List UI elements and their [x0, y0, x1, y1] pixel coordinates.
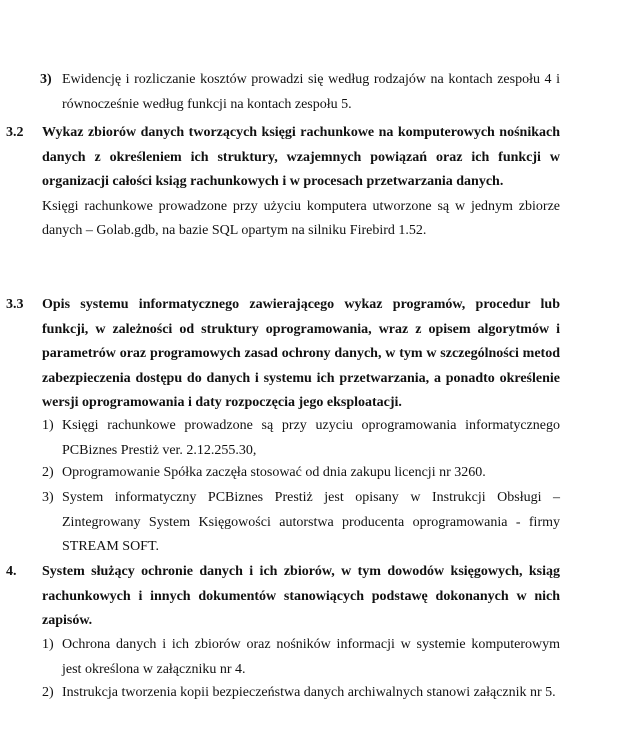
list-item-number: 2)	[42, 685, 54, 700]
section-number: 3.3	[6, 297, 24, 312]
list-item-text: Księgi rachunkowe prowadzone są przy uzyciu oprogramowania informatycznego PCBiznes Prestiż ver. 2.12.255.30,	[62, 418, 560, 458]
section-4	[6, 560, 560, 634]
section-3-3-item-1	[42, 414, 560, 463]
section-number: 4.	[6, 564, 17, 579]
list-item-3	[40, 68, 560, 117]
section-title: Opis systemu informatycznego zawierającego wykaz programów, procedur lub funkcji, w zależności od struktury oprogramowania, wraz z opisem algorytmów i parametrów oraz programowych zasad ochrony danych, w tym w szczególności metod zabezpieczenia dostępu do danych i systemu ich przetwarzania, a ponadto określenie wersji oprogramowania i daty rozpoczęcia jego eksploatacji.	[42, 297, 560, 410]
list-item-text: System informatyczny PCBiznes Prestiż jest opisany w Instrukcji Obsługi – Zintegrowany System Księgowości autorstwa producenta oprogramowania - firmy STREAM SOFT.	[62, 490, 560, 554]
list-item-number: 1)	[42, 637, 54, 652]
section-number: 3.2	[6, 125, 24, 140]
section-title: System służący ochronie danych i ich zbiorów, w tym dowodów księgowych, ksiąg rachunkowych i innych dokumentów stanowiących podstawę dokonanych w nich zapisów.	[42, 564, 560, 628]
list-item-number: 1)	[42, 418, 54, 433]
list-item-number: 3)	[40, 72, 52, 87]
list-item-number: 2)	[42, 465, 54, 480]
section-3-3-item-3	[42, 486, 560, 560]
section-body: Księgi rachunkowe prowadzone przy użyciu komputera utworzone są w jednym zbiorze danych – Golab.gdb, na bazie SQL opartym na silniku Firebird 1.52.	[42, 198, 560, 238]
list-item-text: Instrukcja tworzenia kopii bezpieczeństwa danych archiwalnych stanowi załącznik nr 5.	[62, 685, 556, 700]
section-4-item-1	[42, 633, 560, 682]
section-3-2	[6, 121, 560, 244]
section-title: Wykaz zbiorów danych tworzących księgi rachunkowe na komputerowych nośnikach danych z określeniem ich struktury, wzajemnych powiązań oraz ich funkcji w organizacji całości ksiąg rachunkowych i w procesach przetwarzania danych.	[42, 125, 560, 189]
section-4-item-2	[42, 681, 560, 706]
list-item-text: Oprogramowanie Spółka zaczęła stosować od dnia zakupu licencji nr 3260.	[62, 465, 486, 480]
list-item-number: 3)	[42, 490, 54, 505]
section-3-3-item-2	[42, 461, 560, 486]
list-item-text: Ewidencję i rozliczanie kosztów prowadzi się według rodzajów na kontach zespołu 4 i równocześnie według funkcji na kontach zespołu 5.	[62, 72, 560, 112]
list-item-text: Ochrona danych i ich zbiorów oraz nośników informacji w systemie komputerowym jest określona w załączniku nr 4.	[62, 637, 560, 677]
section-3-3	[6, 293, 560, 416]
